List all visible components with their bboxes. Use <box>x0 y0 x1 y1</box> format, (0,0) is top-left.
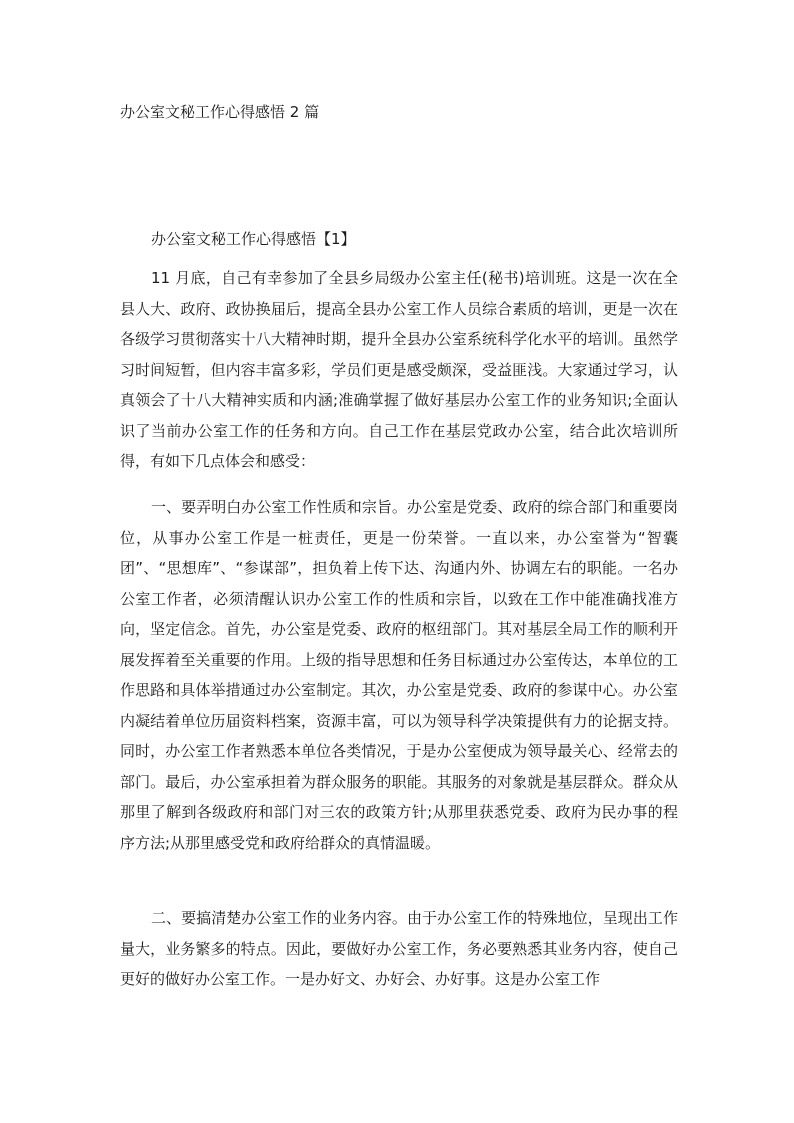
paragraph-point-two: 二、要搞清楚办公室工作的业务内容。由于办公室工作的特殊地位，呈现出工作量大，业务繁多的特点。因此，要做好办公室工作，务必要熟悉其业务内容，使自己更好的做好办公室工作。一是办好文、办好会、办好事。这是办公室工作 <box>120 909 678 988</box>
paragraph-point-one: 一、要弄明白办公室工作性质和宗旨。办公室是党委、政府的综合部门和重要岗位，从事办公室工作是一桩责任，更是一份荣誉。一直以来，办公室誉为“智囊团”、“思想库”、“参谋部”，担负着上传下达、沟通内外、协调左右的职能。一名办公室工作者，必须清醒认识办公室工作的性质和宗旨，以致在工作中能准确找准方向，坚定信念。首先，办公室是党委、政府的枢纽部门。其对基层全局工作的顺利开展发挥着至关重要的作用。上级的指导思想和任务目标通过办公室传达，本单位的工作思路和具体举措通过办公室制定。其次，办公室是党委、政府的参谋中心。办公室内凝结着单位历届资料档案，资源丰富，可以为领导科学决策提供有力的论据支持。同时，办公室工作者熟悉本单位各类情况，于是办公室便成为领导最关心、经常去的部门。最后，办公室承担着为群众服务的职能。其服务的对象就是基层群众。群众从那里了解到各级政府和部门对三农的政策方针;从那里获悉党委、政府为民办事的程序方法;从那里感受党和政府给群众的真情温暖。 <box>120 498 678 852</box>
section-heading: 办公室文秘工作心得感悟【1】 <box>151 230 356 248</box>
document-title: 办公室文秘工作心得感悟 2 篇 <box>120 103 320 121</box>
paragraph-intro: 11 月底，自己有幸参加了全县乡局级办公室主任(秘书)培训班。这是一次在全县人大、政府、政协换届后，提高全县办公室工作人员综合素质的培训，更是一次在各级学习贯彻落实十八大精神时期，提升全县办公室系统科学化水平的培训。虽然学习时间短暂，但内容丰富多彩，学员们更是感受颇深，受益匪浅。大家通过学习，认真领会了十八大精神实质和内涵;准确掌握了做好基层办公室工作的业务知识;全面认识了当前办公室工作的任务和方向。自己工作在基层党政办公室，结合此次培训所得，有如下几点体会和感受： <box>120 269 678 470</box>
